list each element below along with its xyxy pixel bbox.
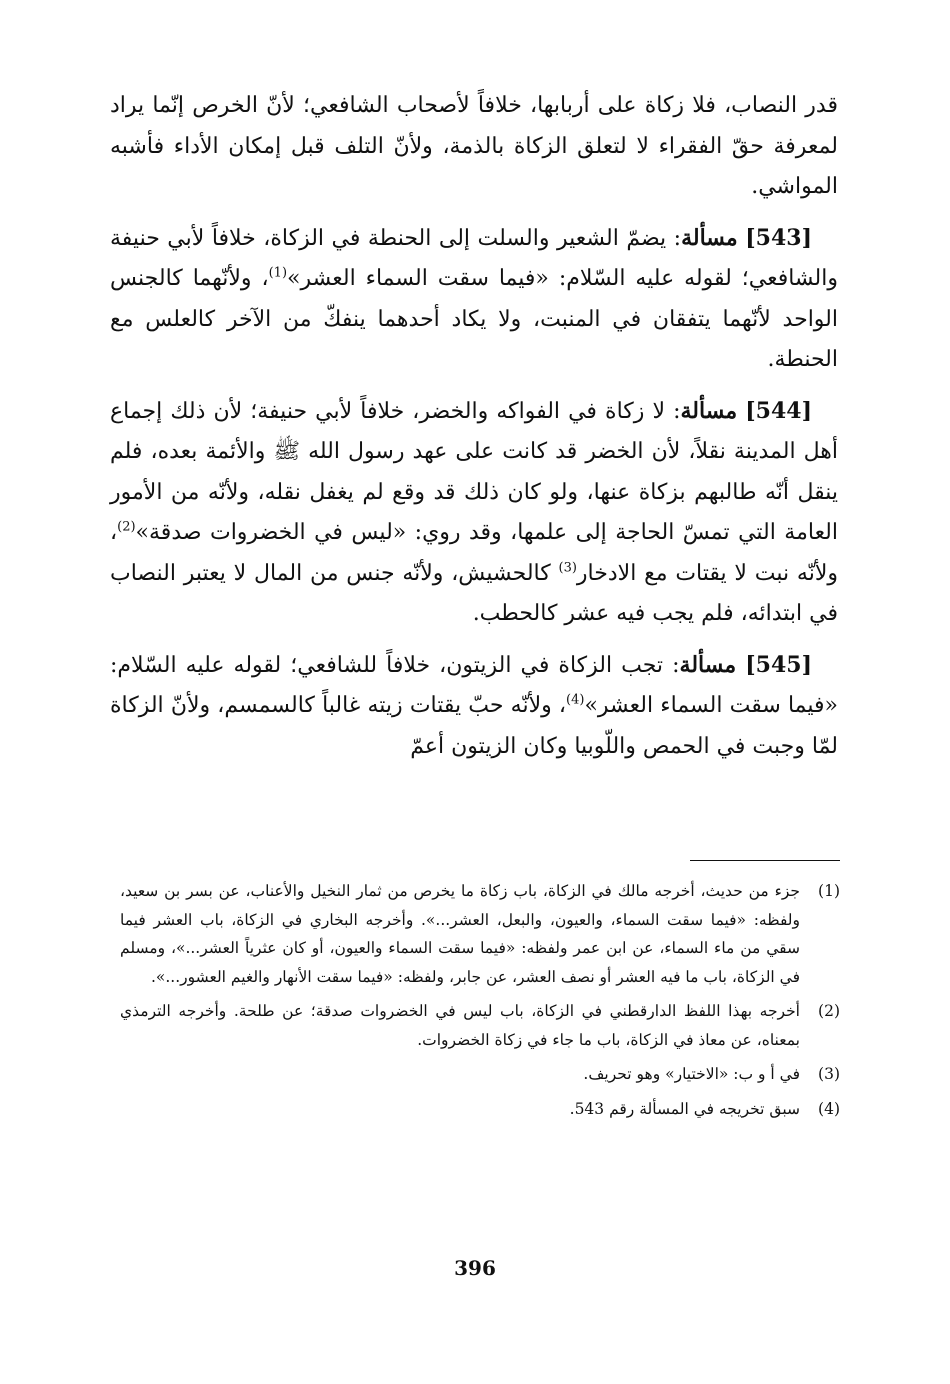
footnote-text: سبق تخريجه في المسألة رقم 543. (569, 1099, 800, 1118)
footnote-number: (1) (818, 882, 840, 900)
footnotes (120, 877, 840, 1129)
footnote-ref[interactable]: (3) (558, 560, 577, 576)
issue-text: ، ولأنّهما كالجنس الواحد لأنّهما يتفقان في المنبت، ولا يكاد أحدهما ينفكّ من الآخر كالعلس مع الحنطة. (110, 266, 838, 372)
footnote-item (120, 1060, 840, 1089)
footnote-text: في أ و ب: «الاختيار» وهو تحريف. (583, 1065, 800, 1083)
paragraph-text: قدر النصاب، فلا زكاة على أربابها، خلافاً لأصحاب الشافعي؛ لأنّ الخرص إنّما يراد لمعرفة حقّ الفقراء لا لتعلق الزكاة بالذمة، ولأنّ التلف قبل إمكان الأداء فأشبه المواشي. (110, 93, 838, 199)
issue-number: [543] (745, 224, 813, 251)
footnote-item (120, 1095, 840, 1124)
footnote-text: جزء من حديث، أخرجه مالك في الزكاة، باب زكاة ما يخرص من ثمار النخيل والأعناب، عن بسر بن سعيد، ولفظه: «فيما سقت السماء، والعيون، والبعل، العشر...». وأخرجه البخاري في الزكاة، باب العشر فيما سقي من ماء السماء، عن ابن عمر ولفظه: «فيما سقت السماء والعيون، أو كان عثرياً العشر...»، ومسلم في الزكاة، باب ما فيه العشر أو نصف العشر، عن جابر، ولفظه: «فيما سقت الأنهار والغيم العشور...». (120, 882, 800, 986)
footnote-number: (2) (818, 1002, 840, 1020)
issue-text: : تجب الزكاة في الزيتون، خلافاً للشافعي؛ لقوله عليه السّلام: «فيما سقت السماء العشر» (110, 652, 839, 718)
footnote-ref[interactable]: (1) (268, 265, 288, 281)
footnote-number: (3) (818, 1065, 840, 1083)
footnote-item (120, 997, 840, 1054)
issue-number: [545] (745, 651, 812, 678)
paragraph-continuation (110, 86, 838, 208)
footnote-ref[interactable]: (2) (117, 519, 136, 535)
issue-545 (110, 645, 838, 768)
issue-text: ، ولأنّه نبت لا يقتات مع الادخار (110, 520, 838, 586)
issue-text: كالحشيش، ولأنّه جنس من المال لا يعتبر النصاب في ابتدائه، فلم يجب فيه عشر كالحطب. (110, 560, 838, 626)
issue-543 (110, 218, 838, 381)
issue-label: مسألة (681, 224, 738, 251)
issue-text: ، ولأنّه حبّ يقتات زيته غالباً كالسمسم، ولأنّ الزكاة لمّا وجبت في الحمص واللّوبيا وكان الزيتون أعمّ (110, 693, 838, 759)
footnote-divider (690, 860, 840, 861)
footnote-ref[interactable]: (4) (566, 692, 585, 708)
main-text (110, 86, 838, 777)
page-number: 396 (454, 1256, 496, 1280)
issue-text: : يضمّ الشعير والسلت إلى الحنطة في الزكاة، خلافاً لأبي حنيفة والشافعي؛ لقوله عليه السّلام: «فيما سقت السماء العشر» (110, 225, 838, 291)
issue-label: مسألة (679, 651, 737, 678)
footnote-text: أخرجه بهذا اللفظ الدارقطني في الزكاة، باب ليس في الخضروات صدقة؛ عن طلحة. وأخرجه الترمذي بمعناه، عن معاذ في الزكاة، باب ما جاء في زكاة الخضروات. (120, 1002, 800, 1049)
footnote-item (120, 877, 840, 991)
footnote-number: (4) (818, 1099, 840, 1118)
issue-544 (110, 391, 838, 635)
issue-text: : لا زكاة في الفواكه والخضر، خلافاً لأبي حنيفة؛ لأن ذلك إجماع أهل المدينة نقلاً، لأن الخضر قد كانت على عهد رسول الله ﷺ والأئمة بعده، فلم ينقل أنّه طالبهم بزكاة عنها، ولو كان ذلك قد وقع لم يغفل نقله، ولأنّه من الأمور العامة التي تمسّ الحاجة إلى علمها، وقد روي: «ليس في الخضروات صدقة» (110, 398, 838, 545)
issue-label: مسألة (680, 397, 738, 424)
issue-number: [544] (745, 397, 812, 424)
